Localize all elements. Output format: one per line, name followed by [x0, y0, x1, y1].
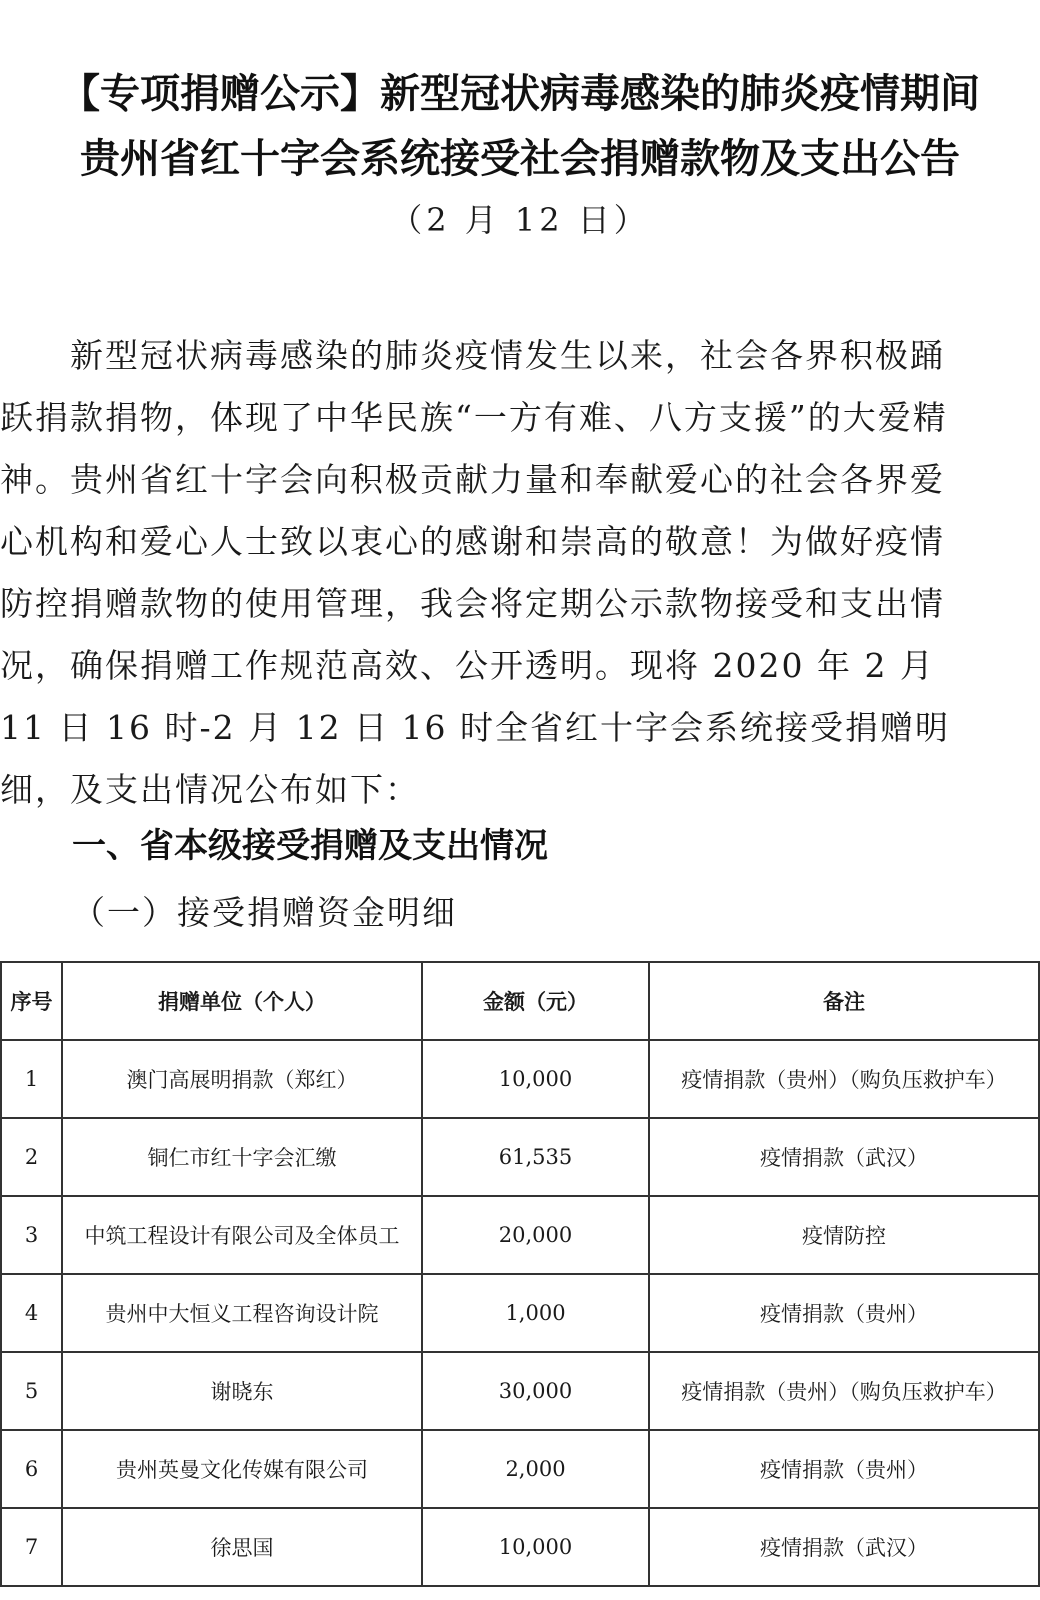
table-row: [1, 1118, 1039, 1196]
cell-index: 4: [1, 1274, 62, 1352]
table-row: [1, 1274, 1039, 1352]
cell-donor: 中筑工程设计有限公司及全体员工: [62, 1196, 422, 1274]
cell-note: 疫情捐款（武汉）: [649, 1508, 1039, 1586]
document-title-line-1: 【专项捐赠公示】新型冠状病毒感染的肺炎疫情期间: [60, 71, 980, 117]
cell-amount: 1,000: [422, 1274, 649, 1352]
document-date: （2 月 12 日）: [390, 201, 650, 239]
cell-note: 疫情防控: [649, 1196, 1039, 1274]
cell-note: 疫情捐款（贵州）: [649, 1430, 1039, 1508]
cell-note: 疫情捐款（贵州）（购负压救护车）: [649, 1040, 1039, 1118]
cell-index: 2: [1, 1118, 62, 1196]
cell-note: 疫情捐款（贵州）: [649, 1274, 1039, 1352]
cell-index: 3: [1, 1196, 62, 1274]
cell-amount: 2,000: [422, 1430, 649, 1508]
cell-note: 疫情捐款（武汉）: [649, 1118, 1039, 1196]
cell-index: 1: [1, 1040, 62, 1118]
cell-amount: 30,000: [422, 1352, 649, 1430]
document-title-line-2: 贵州省红十字会系统接受社会捐赠款物及支出公告: [80, 136, 960, 182]
cell-amount: 10,000: [422, 1508, 649, 1586]
table-header-row: [1, 962, 1039, 1040]
header-donor: 捐赠单位（个人）: [62, 962, 422, 1040]
header-index: 序号: [1, 962, 62, 1040]
cell-donor: 贵州英曼文化传媒有限公司: [62, 1430, 422, 1508]
section-heading: 一、省本级接受捐赠及支出情况: [72, 826, 548, 866]
intro-paragraph: 新型冠状病毒感染的肺炎疫情发生以来，社会各界积极踊跃捐款捐物，体现了中华民族“一方有难、八方支援”的大爱精神。贵州省红十字会向积极贡献力量和奉献爱心的社会各界爱心机构和爱心人士致以衷心的感谢和崇高的敬意！为做好疫情防控捐赠款物的使用管理，我会将定期公示款物接受和支出情况，确保捐赠工作规范高效、公开透明。现将 2020 年 2 月 11 日 16 时-2 月 12 日 16 时全省红十字会系统接受捐赠明细，及支出情况公布如下：: [0, 336, 951, 809]
cell-donor: 铜仁市红十字会汇缴: [62, 1118, 422, 1196]
table-row: [1, 1196, 1039, 1274]
table-row: [1, 1352, 1039, 1430]
cell-amount: 10,000: [422, 1040, 649, 1118]
cell-donor: 谢晓东: [62, 1352, 422, 1430]
cell-amount: 61,535: [422, 1118, 649, 1196]
cell-index: 7: [1, 1508, 62, 1586]
cell-index: 6: [1, 1430, 62, 1508]
cell-amount: 20,000: [422, 1196, 649, 1274]
cell-donor: 贵州中大恒义工程咨询设计院: [62, 1274, 422, 1352]
table-row: [1, 1430, 1039, 1508]
table-row: [1, 1040, 1039, 1118]
table-row: [1, 1508, 1039, 1586]
cell-index: 5: [1, 1352, 62, 1430]
subsection-heading: （一）接受捐赠资金明细: [72, 893, 457, 932]
header-note: 备注: [649, 962, 1039, 1040]
cell-donor: 澳门高展明捐款（郑红）: [62, 1040, 422, 1118]
donation-table: [0, 961, 1040, 1587]
header-amount: 金额（元）: [422, 962, 649, 1040]
cell-donor: 徐思国: [62, 1508, 422, 1586]
cell-note: 疫情捐款（贵州）（购负压救护车）: [649, 1352, 1039, 1430]
